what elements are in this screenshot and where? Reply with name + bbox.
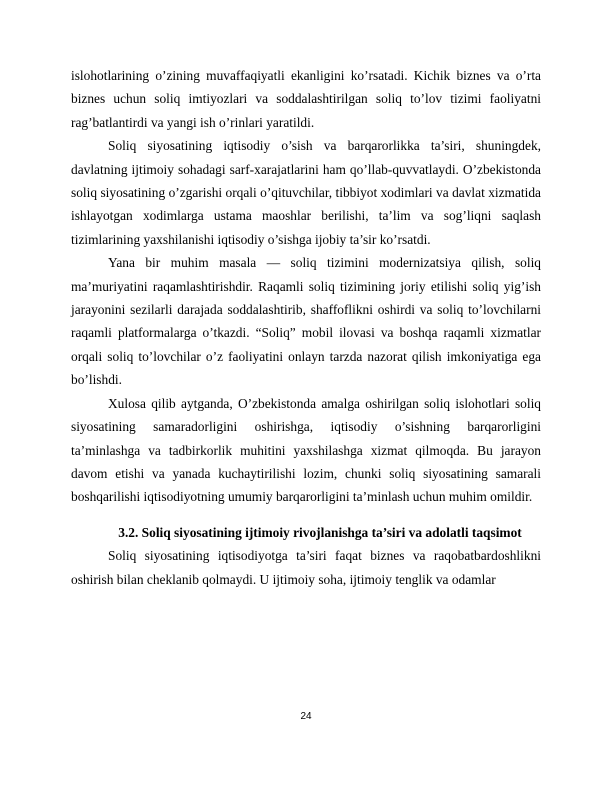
paragraph-economic-growth: Soliq siyosatining iqtisodiy o’sish va barqarorlikka ta’siri, shuningdek, davlatning ijtimoiy sohadagi sarf-xarajatlarini ham qo’llab-quvvatlaydi. O’zbekistonda soliq siyosatining o’zgarishi orqali o’qituvchilar, tibbiyot xodimlari va davlat xizmatida ishlayotgan xodimlarga ustama maoshlar berilishi, ta’lim va sog’liqni saqlash tizimlarining yaxshilanishi iqtisodiy o’sishga ijobiy ta’sir ko’rsatdi. [71, 138, 541, 247]
body-text [71, 64, 541, 591]
paragraph-continuation: islohotlarining o’zining muvaffaqiyatli ekanligini ko’rsatadi. Kichik biznes va o’rta biznes uchun soliq imtiyozlari va soddalashtirilgan soliq to’lov tizimi faoliyatni rag’batlantirdi va yangi ish o’rinlari yaratildi. [71, 68, 541, 130]
section-heading: 3.2. Soliq siyosatining ijtimoiy rivojlanishga ta’siri va adolatli taqsimot [118, 524, 522, 540]
paragraph-digitalization: Yana bir muhim masala — soliq tizimini modernizatsiya qilish, soliq ma’muriyatini raqamlashtirishdir. Raqamli soliq tizimining joriy etilishi soliq yig’ish jarayonini sezilarli darajada soddalashtirib, shaffoflikni oshirdi va soliq to’lovchilarni raqamli platformalarga o’tkazdi. “Soliq” mobil ilovasi va boshqa raqamli xizmatlar orqali soliq to’lovchilar o’z faoliyatini onlayn tarzda nazorat qilish imkoniyatiga ega bo’lishdi. [71, 255, 541, 388]
page-number: 24 [300, 711, 312, 722]
paragraph-section-intro: Soliq siyosatining iqtisodiyotga ta’siri faqat biznes va raqobatbardoshlikni oshirish bilan cheklanib qolmaydi. U ijtimoiy soha, ijtimoiy tenglik va odamlar [71, 548, 541, 587]
paragraph-conclusion: Xulosa qilib aytganda, O’zbekistonda amalga oshirilgan soliq islohotlari soliq siyosatining samaradorligini oshirishga, iqtisodiy o’sishning barqarorligini ta’minlashga va tadbirkorlik muhitini yaxshilashga xizmat qilmoqda. Bu jarayon davom etishi va yanada kuchaytirilishi lozim, chunki soliq siyosatining samarali boshqarilishi iqtisodiyotning umumiy barqarorligini ta’minlash uchun muhim omildir. [71, 395, 541, 505]
